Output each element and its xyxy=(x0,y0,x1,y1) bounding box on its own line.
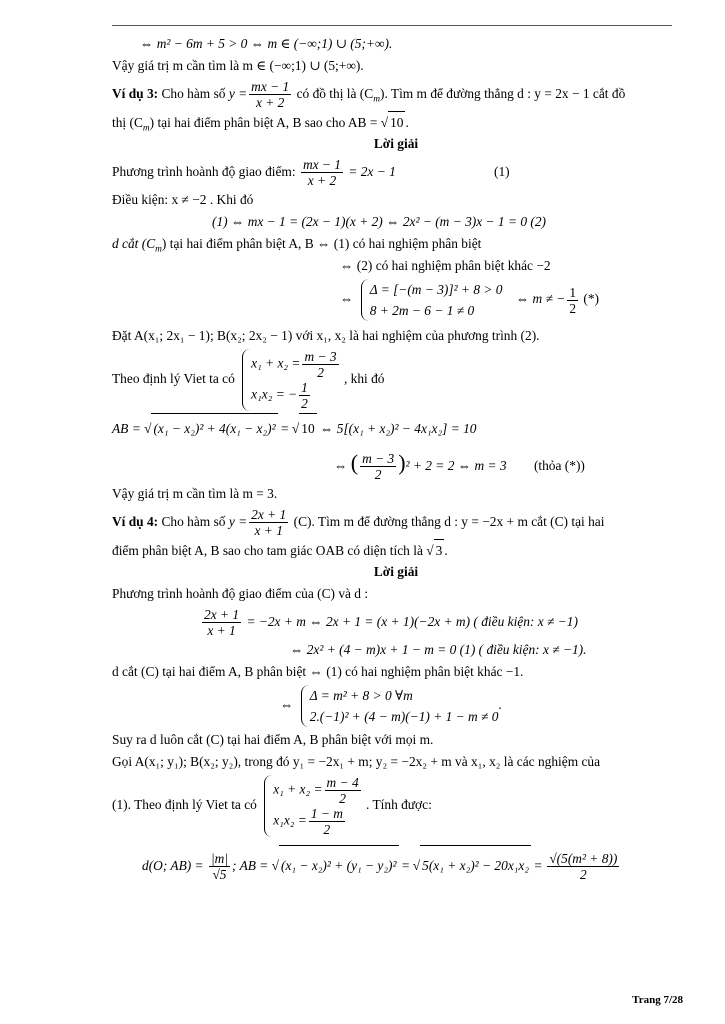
text: Lời giải xyxy=(373,564,419,579)
equation-tag: (*) xyxy=(583,291,599,307)
text: ). Tìm m để đường thẳng d : y = 2x − 1 cắt đồ xyxy=(379,86,626,101)
viet-line xyxy=(112,347,680,413)
page-number: Trang 7/28 xyxy=(632,994,683,1006)
system-row: Δ = [−(m − 3)]² + 8 > 0 xyxy=(369,282,503,297)
text: Lời giải xyxy=(373,136,419,151)
text-line xyxy=(112,483,680,505)
fraction xyxy=(249,507,288,538)
header-rule xyxy=(112,25,672,26)
fraction xyxy=(325,775,361,806)
equation-line xyxy=(112,413,680,443)
text: Cho hàm số xyxy=(161,514,226,529)
system-line: ⇔ Δ = m² + 8 > 0 ∀m 2.(−1)² + (4 − m)(−1) + 1 − m ≠ 0 . xyxy=(112,683,680,729)
sqrt-symbol xyxy=(272,858,279,873)
text: (1) ⇔ mx − 1 = (2x − 1)(x + 2) ⇔ 2x² − (m − 3)x − 1 = 0 (2) xyxy=(212,214,546,229)
text: Phương trình hoành độ giao điểm của (C) và d : xyxy=(112,586,369,601)
example-label: Ví dụ 3: xyxy=(112,86,159,101)
equation-tag: (thỏa (*)) xyxy=(533,458,585,473)
fraction xyxy=(299,380,310,411)
text-line xyxy=(112,751,680,773)
solution-heading xyxy=(112,133,680,155)
text: ) tại hai điểm phân biệt A, B sao cho AB = xyxy=(149,115,378,130)
example-3: Ví dụ 3: Cho hàm số y = $\frac{mx - 1}{x + 2}$ có đồ thị là $(C_m)$. Tìm m để đường thẳng d : y = 2x − 1 cắt đồ xyxy=(112,79,626,111)
numerator: m − 3 xyxy=(304,349,337,364)
text: = xyxy=(280,421,289,436)
equation-line xyxy=(112,211,680,233)
text: ⇔ (2) có hai nghiệm phân biệt khác −2 xyxy=(340,258,551,273)
numerator: 1 − m xyxy=(310,806,343,821)
text: x₁ + x₂ = xyxy=(251,355,301,371)
numerator: 1 xyxy=(301,380,308,395)
sqrt-symbol xyxy=(292,421,299,436)
text-line xyxy=(112,255,680,277)
text-line xyxy=(112,325,680,347)
text-line xyxy=(112,583,680,605)
denominator: 2 xyxy=(323,822,331,837)
sqrt-symbol xyxy=(426,543,433,558)
system-row xyxy=(273,806,362,837)
text: ; AB = xyxy=(232,858,269,873)
text: , khi đó xyxy=(343,371,385,387)
system-row xyxy=(251,380,340,411)
text: ) tại hai điểm phân biệt A, B ⇔ (1) có hai nghiệm phân biệt xyxy=(161,236,482,251)
text: Gọi A(x₁; y₁); B(x₂; y₂), trong đó y₁ = −2x₁ + m; y₂ = −2x₂ + m và x₁, x₂ là các nghiệm của xyxy=(112,754,601,769)
equation-tag: (1) xyxy=(494,164,510,179)
document-body xyxy=(112,33,680,885)
text: có đồ thị là (C xyxy=(296,86,374,101)
viet-line xyxy=(112,773,680,839)
text: (1). Theo định lý Viet ta có xyxy=(112,797,257,813)
radicand: (x₁ − x₂)² + (y₁ − y₂)² xyxy=(279,845,398,886)
text-line: thị $(C_m)$ tại hai điểm phân biệt A, B sao cho AB = √ 10 . xyxy=(112,111,680,133)
text: ⇔ 5[(x₁ + x₂)² − 4x₁x₂] = 10 xyxy=(320,421,477,436)
radicand: 3 xyxy=(434,539,445,562)
text-line xyxy=(112,55,680,77)
fraction xyxy=(209,851,230,882)
sqrt-symbol xyxy=(381,115,388,130)
equation-line xyxy=(112,845,680,885)
math-line xyxy=(112,33,680,55)
denominator: 2 xyxy=(339,791,346,806)
equation-line xyxy=(112,639,680,661)
system-row xyxy=(251,349,340,380)
numerator: 2x + 1 xyxy=(251,507,287,523)
text: Cho hàm số xyxy=(161,86,226,101)
denominator: 2 xyxy=(374,467,382,483)
numerator: 1 xyxy=(569,284,577,300)
text: Vậy giá trị m cần tìm là m ∈ (−∞;1) ∪ (5;+∞). xyxy=(112,58,364,73)
denominator: x + 1 xyxy=(254,523,283,539)
text-line xyxy=(112,729,680,751)
text: điểm phân biệt A, B sao cho tam giác OAB có diện tích là xyxy=(112,543,423,558)
denominator: x + 2 xyxy=(256,95,285,111)
numerator: 2x + 1 xyxy=(204,607,240,623)
solution-heading xyxy=(112,561,680,583)
numerator: mx − 1 xyxy=(251,79,290,95)
equation-system xyxy=(264,775,362,837)
numerator: m − 3 xyxy=(362,451,395,467)
fraction xyxy=(309,806,345,837)
fraction xyxy=(249,79,291,110)
text: x₁x₂ = xyxy=(273,812,307,828)
text: AB = xyxy=(112,421,141,436)
text: = 2x − 1 xyxy=(348,164,396,179)
text: ² + 2 = 2 ⇔ m = 3 xyxy=(405,458,507,473)
equation-system xyxy=(242,349,340,411)
numerator: √(5(m² + 8)) xyxy=(549,851,618,867)
equation-system xyxy=(361,279,503,321)
system-row: 8 + 2m − 6 − 1 ≠ 0 xyxy=(369,303,475,318)
system-row: Δ = m² + 8 > 0 ∀m xyxy=(309,688,413,703)
text: d cắt (C xyxy=(112,236,156,251)
text: Suy ra d luôn cắt (C) tại hai điểm A, B phân biệt với mọi m. xyxy=(112,732,434,747)
text: x₁ + x₂ = xyxy=(273,781,323,797)
text-line xyxy=(112,189,680,211)
equation-line xyxy=(112,155,680,189)
text: Phương trình hoành độ giao điểm: xyxy=(112,164,296,179)
radicand: 10 xyxy=(388,111,405,134)
numerator: mx − 1 xyxy=(302,157,341,173)
text: . Tính được: xyxy=(366,797,432,813)
text: thị (C xyxy=(112,115,143,130)
text: Đặt A(x₁; 2x₁ − 1); B(x₂; 2x₂ − 1) với x₁, x₂ là hai nghiệm của phương trình (2). xyxy=(112,328,540,343)
numerator: |m| xyxy=(210,851,228,867)
fraction xyxy=(547,851,619,882)
example-4: Ví dụ 4: Cho hàm số y = $\frac{2x + 1}{x + 1}$ (C). Tìm m để đường thẳng d : y = −2x + m cắt (C) tại hai xyxy=(112,507,605,539)
denominator: 2 xyxy=(317,365,324,380)
radicand: 10 xyxy=(299,413,316,444)
system-row: 2.(−1)² + (4 − m)(−1) + 1 − m ≠ 0 xyxy=(309,709,499,724)
denominator: 2 xyxy=(569,300,577,316)
fraction xyxy=(202,607,241,638)
fraction xyxy=(360,451,396,482)
equation-line xyxy=(112,605,680,639)
radicand: (x₁ − x₂)² + 4(x₁ − x₂)² xyxy=(151,413,277,444)
text-line xyxy=(112,661,680,683)
denominator: √5 xyxy=(212,867,227,883)
text: Theo định lý Viet ta có xyxy=(112,371,235,387)
text: = xyxy=(401,858,410,873)
equation-system xyxy=(301,685,499,727)
denominator: x + 2 xyxy=(307,173,337,189)
text: ⇔ xyxy=(334,458,348,473)
text-line: điểm phân biệt A, B sao cho tam giác OAB có diện tích là √ 3 . xyxy=(112,539,680,561)
text: ⇔ 2x² + (4 − m)x + 1 − m = 0 (1) ( điều kiện: x ≠ −1). xyxy=(290,642,587,657)
example-label: Ví dụ 4: xyxy=(112,514,159,529)
sqrt-symbol xyxy=(413,858,420,873)
radicand: 5(x₁ + x₂)² − 20x₁x₂ xyxy=(420,845,531,886)
denominator: 2 xyxy=(579,867,587,883)
denominator: x + 1 xyxy=(207,623,236,639)
text: = xyxy=(534,858,542,873)
text: ⇔ m ≠ − xyxy=(515,291,566,307)
text: ⇔ m² − 6m + 5 > 0 ⇔ m ∈ (−∞;1) ∪ (5;+∞). xyxy=(140,36,393,51)
equation-line: ⇔ ( $\frac{m - 3}{2}$ )² + 2 = 2 ⇔ m = 3 (thỏa (*)) xyxy=(334,450,585,483)
fraction xyxy=(301,157,343,188)
text-line: d cắt $(C_m)$ tại hai điểm phân biệt A, B ⇔ (1) có hai nghiệm phân biệt xyxy=(112,236,482,255)
text: (C). Tìm m để đường thẳng d : y = −2x + m cắt (C) tại hai xyxy=(293,514,605,529)
text: d cắt (C) tại hai điểm A, B phân biệt ⇔ (1) có hai nghiệm phân biệt khác −1. xyxy=(112,664,524,679)
system-row xyxy=(273,775,362,806)
text: Điều kiện: x ≠ −2 . Khi đó xyxy=(112,192,254,207)
text: Vậy giá trị m cần tìm là m = 3. xyxy=(112,486,278,501)
sqrt-symbol xyxy=(144,421,151,436)
denominator: 2 xyxy=(301,396,308,411)
text: x₁x₂ = − xyxy=(251,386,298,402)
numerator: m − 4 xyxy=(326,775,359,790)
text: d(O; AB) = xyxy=(142,858,204,873)
fraction xyxy=(302,349,338,380)
system-line: ⇔ Δ = [−(m − 3)]² + 8 > 0 8 + 2m − 6 − 1 ≠ 0 ⇔ m ≠ − $\frac{1}{2}$ (*) xyxy=(112,277,680,323)
text: = −2x + m ⇔ 2x + 1 = (x + 1)(−2x + m) ( điều kiện: x ≠ −1) xyxy=(246,614,578,629)
fraction xyxy=(567,285,578,316)
